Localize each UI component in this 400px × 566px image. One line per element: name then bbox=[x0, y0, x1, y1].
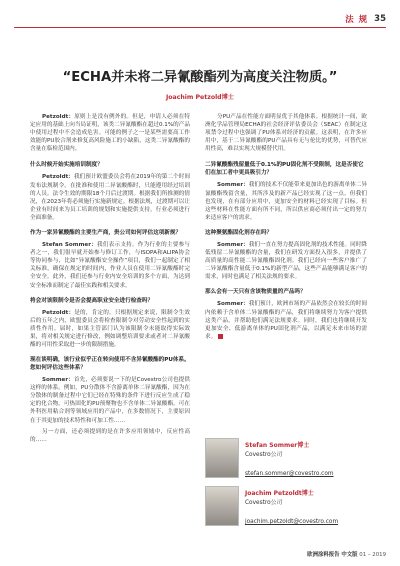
interview-question: 作为一家异氰酸酯的主要生产商，贵公司如何评估这项新规？ bbox=[30, 230, 182, 237]
interview-paragraph bbox=[205, 181, 367, 221]
interview-question: 这种聚氨酯固化剂存在吗？ bbox=[205, 229, 273, 236]
paragraph-text: 我们的技术不仅能带来更加出色的游离单体二异氰酸酯残留含量，其所涉及的新产品已经实现了这一点。但我们也发现，在有部分应用中，更加安全的材料已经实现了目标。但这些材料在性能方面有所不同，所以供应商必须付出一定的努力来适应客户的需求。 bbox=[205, 182, 367, 221]
interview-paragraph bbox=[30, 309, 190, 349]
speaker-label: Sommer： bbox=[217, 301, 249, 308]
article-end-icon bbox=[218, 334, 223, 339]
right-column bbox=[205, 113, 367, 344]
interview-paragraph bbox=[30, 173, 190, 222]
interview-paragraph bbox=[30, 376, 190, 425]
page-number: 35 bbox=[374, 14, 386, 24]
interview-paragraph bbox=[205, 300, 367, 340]
speaker-label: Petzoldt： bbox=[42, 174, 74, 181]
left-column bbox=[30, 113, 190, 447]
speaker-label: Petzoldt： bbox=[42, 309, 75, 316]
speaker-label: Sommer： bbox=[217, 241, 249, 248]
paragraph-text: 原则上是没有例外的。但是，申请人必须在特定应用的基础上向当局证明，该类二异氰酸酯在超过0.1%的产品中使用过程中不会造成危害。可能的例子之一是某些需要高工作效能的PU胶合剂来修复高风险施工的小缺陷，这类二异氰酸酯的含量在临检范围内。 bbox=[30, 114, 190, 153]
page-footer bbox=[307, 550, 386, 558]
interview-question: 现在谈明确，该行业似乎正在转向使用不含异氰酸酯的PU体系。您如何评估这些体系？ bbox=[30, 357, 190, 372]
interview-paragraph bbox=[30, 428, 190, 444]
page-header bbox=[345, 13, 386, 25]
issue-label: 01 – 2019 bbox=[359, 552, 386, 558]
interview-question: 将会对该限制令是否会提高职业安全进行检查吗？ bbox=[30, 297, 154, 304]
author-org: Covestro公司 bbox=[245, 452, 283, 458]
paragraph-text: 我们表示支持。作为行业的主要参与者之一，我们很早就开始参与修订工作，与ISOPA和ALIPA协会等协同参与，比如“异氰酸酯安全操作”项目，我们一起制定了相关标准，确保在规定的时间内，作业人员在使用二异氰酸酯时完全安全。此外，我们还参与行业内安全培训的多个方面，为达到安全标准而制定了最佳实践和相关要求。 bbox=[30, 242, 190, 289]
paragraph-text: 是的，肯定的。只根据规定来说，限制令生效后的五年之内，欧盟委员会将检查限制令对劳动安全性起到的实质性作用。届时，如果主管部门认为该限制令未能取得实际效果，将对相关规定进行修改，例如调整培训要求或者对二异氰酸酯的可用性采取进一步的限制措施。 bbox=[30, 309, 190, 348]
paragraph-text: 另一方面，还必须提到的是在许多应用领域中，反应性高的…… bbox=[30, 428, 190, 443]
paragraph-text: 我们预计欧盟委员会将在2019年的第二个时间发布法规制令。在批准和使用二异氰酸酯时，只能遵用经过培训的人员。法令生效的期限18个月后过渡期。根据我们所推测的情况，在2023年将必须施行实施新规定。根据法规，过渡期可以让企业有时间来为员工培训的规划和实施提供支持，行业必须进行全面准备。 bbox=[30, 174, 190, 221]
interview-paragraph bbox=[205, 113, 367, 153]
paragraph-text: 我们一直在努力提高固化剂的技术性能。同时降低残留二异氰酸酯的含量，我们在研发方面投入很多，并提供了高质量的高性能二异氰酸酯固化剂。我们已经向一些客户推广了二异氰酸酯含量低于0.1%的新型产品，这些产品能够满足客户的需求，同时也满足了相关法规的要求。 bbox=[205, 241, 367, 281]
interview-question: 那么会有一天只有含该物质量的产品吗？ bbox=[205, 289, 306, 296]
author-name: Stefan Sommer博士 bbox=[245, 442, 310, 449]
interview-question: 什么时候开始实施培训制度？ bbox=[30, 162, 103, 169]
interview-paragraph bbox=[30, 241, 190, 290]
article-title: “ECHA并未将二异氰酸酯列为高度关注物质。” bbox=[62, 70, 338, 85]
author-photo bbox=[205, 438, 239, 478]
magazine-name: 欧洲涂料报告 中文版 bbox=[307, 552, 358, 558]
speaker-label: Sommer： bbox=[42, 377, 74, 384]
speaker-label: Sommer： bbox=[217, 182, 249, 189]
speaker-label: Stefan Sommer： bbox=[42, 242, 98, 249]
speaker-label: Petzoldt： bbox=[42, 114, 75, 120]
interview-paragraph bbox=[30, 113, 190, 153]
paragraph-text: 分PU产品在性能方面明显优于其他体系。根据统计一间，欧洲化学品管理局ECHA的社会经济评估委员会（SEAC）在制定这项禁令过程中也强调了PU体系对经济的贡献。这表明，在许多应用中，基于二异氰酸酯的PU产品具有无与伦比的优势，可替代应用性高，难以实现大规模替代用。 bbox=[205, 114, 367, 153]
paragraph-text: 首先，必须要说一下的是Covestro公司也提供这样的体系。例如，PU分散体不含游离单体二异氰酸酯，因为在分散体的制备过程中它们已经在特殊的条件下进行反应生成了稳定的化合物。可热固化的PU预聚物也不含单体二异氰酸酯。可在外科医用粘合剂等领域应用的产品中，在多数情况下，主要原因在于其更加的技术特性和可加工性…… bbox=[30, 377, 190, 424]
author-email-link[interactable]: joachim.petzoldt@covestro.com bbox=[245, 519, 339, 525]
article-byline: Joachim Petzold博士 bbox=[166, 94, 234, 101]
interview-paragraph bbox=[205, 241, 367, 281]
author-org: Covestro公司 bbox=[245, 500, 283, 506]
header-rule bbox=[14, 27, 386, 28]
paragraph-text: 我们预计，欧洲市场的产品依然会在较长的时间内依赖于含单体二异氰酸酯的产品，我们将继续努力为客户提供这类产品，并帮助他们满足法规要求。同时，我们也将继续开发更加安全、低游离单体的PU固化剂产品，以满足未来市场的需求。 bbox=[205, 301, 367, 340]
section-label: 法 规 bbox=[345, 15, 369, 25]
author-name: Joachim Petzoldt博士 bbox=[245, 490, 314, 497]
author-photo bbox=[205, 486, 239, 526]
author-email-link[interactable]: stefan.sommer@covestro.com bbox=[245, 471, 334, 477]
interview-question: 二异氰酸酯残留量低于0.1%的PU固化剂不受限制，这是否使它们在加工者中更具吸引力？ bbox=[205, 162, 364, 177]
